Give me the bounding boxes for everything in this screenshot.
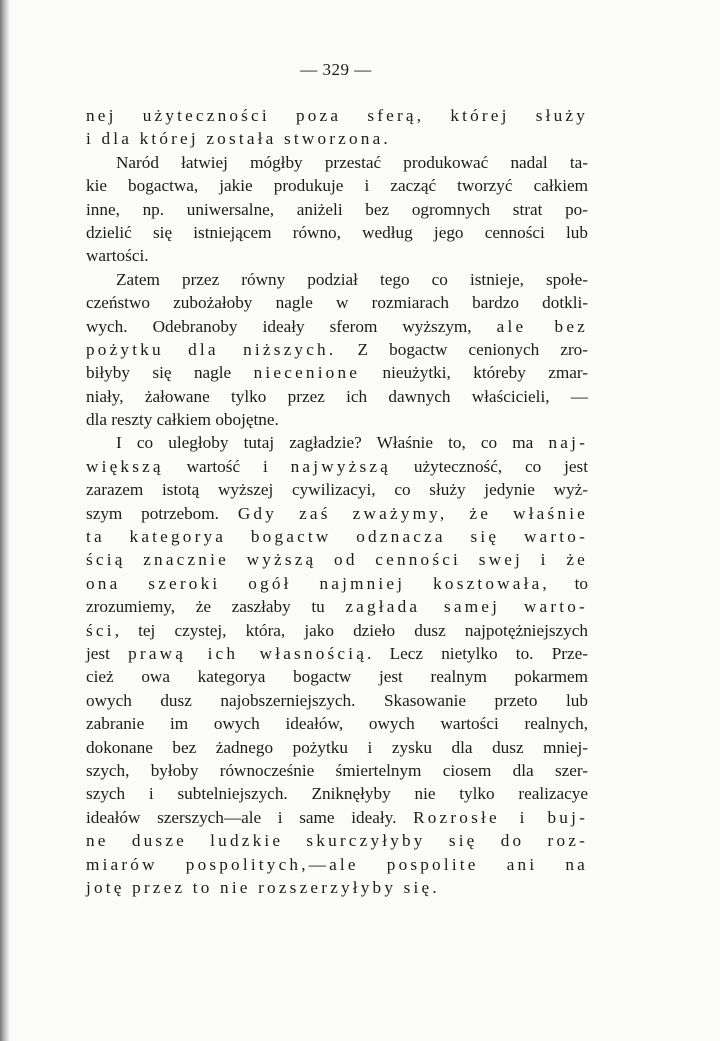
text-line <box>86 408 588 431</box>
text-line <box>86 385 588 408</box>
spaced-emphasis-text: Gdy zaś zważymy, że właśnie <box>237 503 589 523</box>
text-line <box>86 127 588 150</box>
text-segment: . Lecz nietylko to. Prze- <box>367 643 588 663</box>
text-segment: Zatem przez równy podział tego co istnieje, społe- <box>116 269 588 289</box>
text-segment: dzielić się istniejącem równo, według jego cenności lub <box>86 222 588 242</box>
text-line <box>86 174 588 197</box>
text-line <box>86 478 588 501</box>
text-segment: wartości. <box>86 246 149 266</box>
text-line <box>86 806 588 829</box>
text-line <box>86 853 588 876</box>
text-line <box>86 455 588 478</box>
text-segment: wych. Odebranoby ideały sferom wyższym, <box>86 316 497 336</box>
book-spine-edge <box>0 0 10 1041</box>
spaced-emphasis-text: Rozrosłe i buj- <box>413 807 588 827</box>
text-line <box>86 525 588 548</box>
text-line <box>86 665 588 688</box>
text-line <box>86 759 588 782</box>
text-line <box>86 572 588 595</box>
spaced-emphasis-text: najwyższą <box>290 456 391 476</box>
text-segment: zarazem istotą wyższej cywilizacyi, co służy jedynie wyż- <box>86 480 588 500</box>
text-line <box>86 619 588 642</box>
text-line <box>86 782 588 805</box>
spaced-emphasis-text: ścią znacznie wyższą od cenności swej i że <box>86 550 588 570</box>
text-segment: jest <box>86 643 129 663</box>
text-line <box>86 502 588 525</box>
text-line <box>86 338 588 361</box>
text-line <box>86 104 588 127</box>
spaced-emphasis-text: ści <box>86 620 115 640</box>
text-segment: I co uległoby tutaj zagładzie? Właśnie to, co ma <box>116 433 549 453</box>
text-segment: ideałów szerszych—ale i same ideały. <box>86 807 414 827</box>
spaced-emphasis-text: pożytku dla niższych. <box>86 339 337 359</box>
spaced-emphasis-text: nej użyteczności poza sferą, której służy <box>86 106 588 125</box>
spaced-emphasis-text: miarów pospolitych,—ale pospolite ani na <box>86 854 588 874</box>
spaced-emphasis-text: i dla której została stworzona. <box>86 129 391 149</box>
text-line <box>86 268 588 291</box>
text-segment: to <box>549 573 588 593</box>
spaced-emphasis-text: większą <box>86 456 164 476</box>
text-segment: szym potrzebom. <box>86 503 238 523</box>
text-line <box>86 431 588 454</box>
text-segment: dokonane bez żadnego pożytku i zysku dla dusz mniej- <box>86 737 588 757</box>
text-line <box>86 689 588 712</box>
text-line <box>86 315 588 338</box>
text-line <box>86 642 588 665</box>
text-line <box>86 736 588 759</box>
text-line <box>86 548 588 571</box>
text-segment: użyteczność, co jest <box>391 456 588 476</box>
text-segment: szych, byłoby równocześnie śmiertelnym ciosem dla szer- <box>86 760 588 780</box>
text-line <box>86 595 588 618</box>
spaced-emphasis-text: jotę przez to nie rozszerzyłyby się. <box>86 877 440 897</box>
text-segment: , tej czystej, która, jako dzieło dusz najpotężniejszych <box>114 620 588 640</box>
text-segment: Z bogactw cenionych zro- <box>336 339 588 359</box>
text-line <box>86 829 588 852</box>
text-segment: inne, np. uniwersalne, aniżeli bez ogromnych strat po- <box>86 199 588 219</box>
text-segment: owych dusz najobszerniejszych. Skasowanie przeto lub <box>86 690 588 710</box>
text-line <box>86 198 588 221</box>
spaced-emphasis-text: ale bez <box>496 316 588 336</box>
text-segment: szych i subtelniejszych. Zniknęłyby nie tylko realizacye <box>86 784 588 804</box>
spaced-emphasis-text: ona szeroki ogół najmniej kosztowała, <box>86 573 550 593</box>
text-segment: czeństwo zubożałoby nagle w rozmiarach bardzo dotkli- <box>86 293 588 313</box>
text-segment: cież owa kategorya bogactw jest realnym pokarmem <box>86 667 588 687</box>
text-segment: Naród łatwiej mógłby przestać produkować nadal ta- <box>116 152 588 172</box>
text-segment: zabranie im owych ideałów, owych wartości realnych, <box>86 714 588 734</box>
text-line <box>86 221 588 244</box>
text-line <box>86 712 588 735</box>
text-line <box>86 291 588 314</box>
text-segment: zrozumiemy, że zaszłaby tu <box>86 597 346 617</box>
text-segment: niały, żałowane tylko przez ich dawnych właścicieli, — <box>86 386 588 406</box>
spaced-emphasis-text: zagłada samej warto- <box>345 597 588 617</box>
text-line <box>86 876 588 899</box>
spaced-emphasis-text: prawą ich własnością <box>128 643 368 663</box>
text-line <box>86 361 588 384</box>
spaced-emphasis-text: ta kategorya bogactw odznacza się warto- <box>86 527 588 547</box>
body-text <box>86 104 588 899</box>
text-segment: wartość i <box>163 456 291 476</box>
spaced-emphasis-text: niecenione <box>253 363 361 383</box>
text-line <box>86 151 588 174</box>
text-segment: kie bogactwa, jakie produkuje i zacząć tworzyć całkiem <box>86 176 588 196</box>
spaced-emphasis-text: naj- <box>548 433 588 453</box>
text-segment: dla reszty całkiem obojętne. <box>86 410 279 430</box>
text-segment: nieużytki, któreby zmar- <box>360 363 588 383</box>
page-number: — 329 — <box>300 60 372 79</box>
text-segment: biłyby się nagle <box>86 363 254 383</box>
spaced-emphasis-text: ne dusze ludzkie skurczyłyby się do roz- <box>86 831 588 851</box>
text-line <box>86 244 588 267</box>
